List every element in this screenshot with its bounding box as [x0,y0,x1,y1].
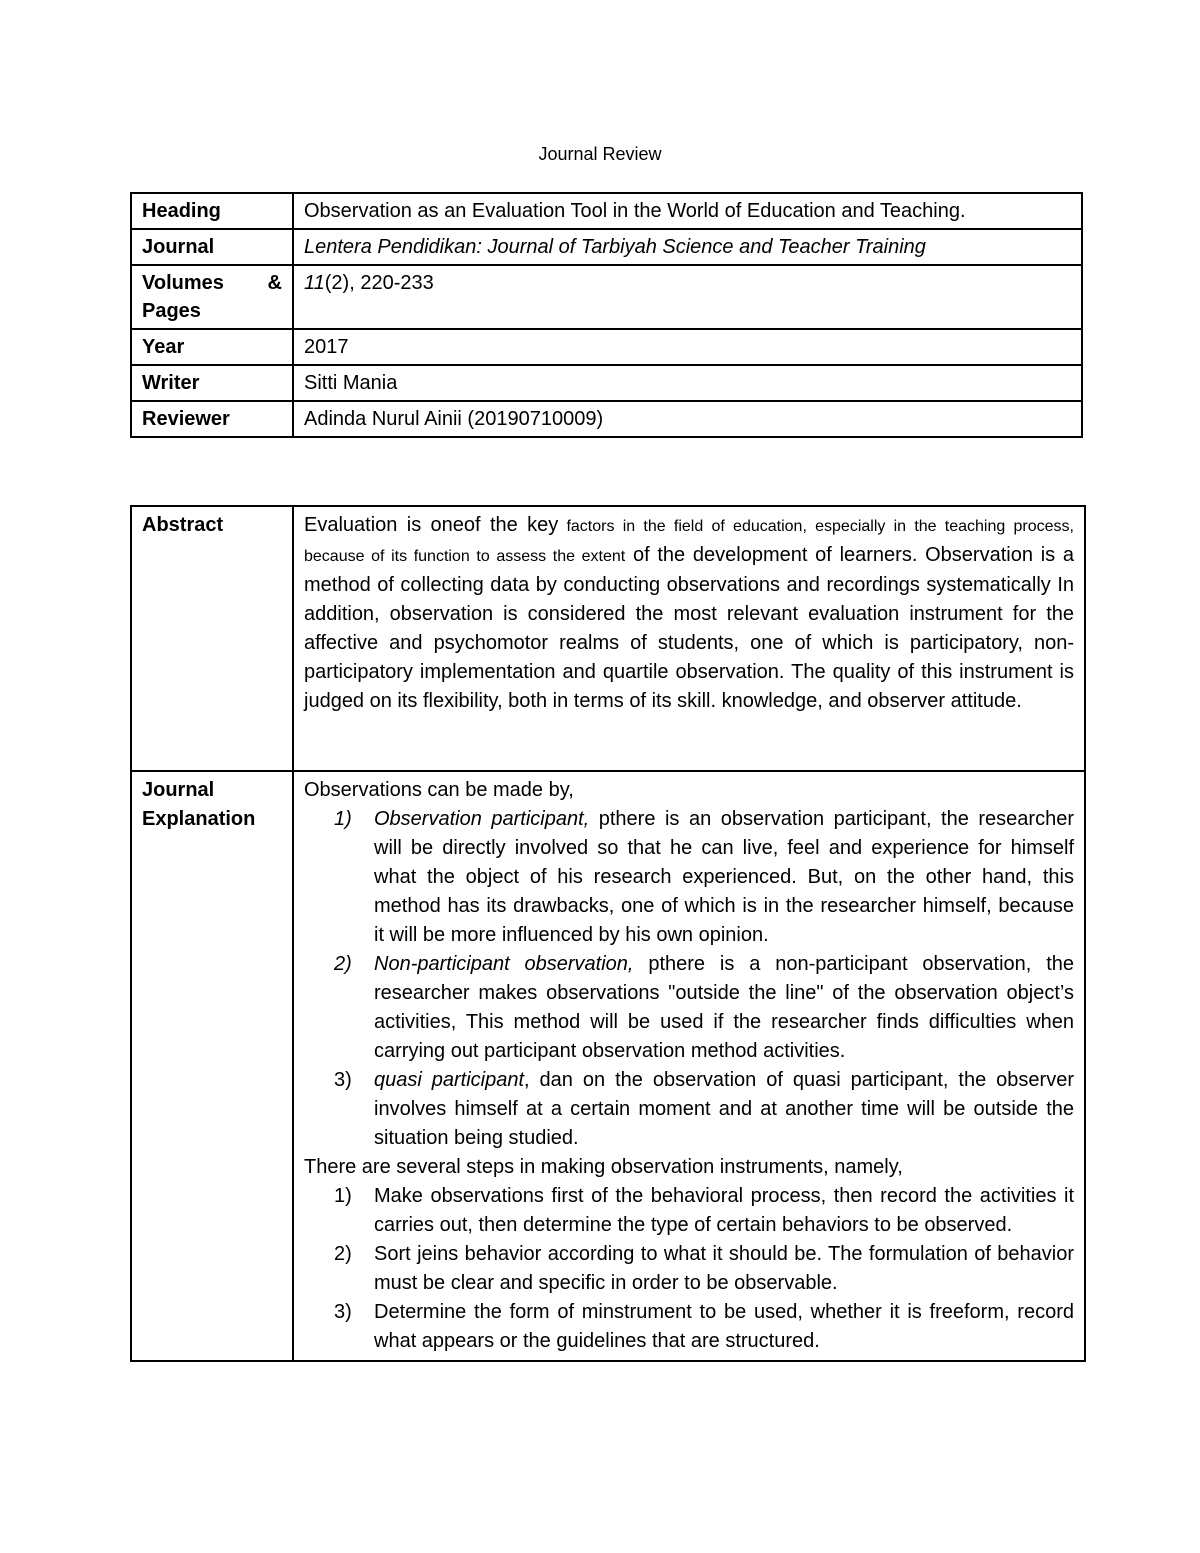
writer-value: Sitti Mania [293,365,1082,401]
list-text: Make observations first of the behavioral process, then record the activities it carries out, then determine the type of certain behaviors to be observed. [374,1185,1074,1236]
observation-types-list [304,805,1074,1153]
list-term: quasi participant [374,1069,525,1091]
list-number: 2) [334,1243,352,1265]
pages-label-word: Pages [142,300,201,322]
list-text: , dan on the observation of quasi participant, the observer involves himself at a certain moment and at another time will be outside the situation being studied. [374,1069,1074,1149]
list-number: 1) [334,1185,352,1207]
list-item [304,1066,1074,1153]
list-text: Sort jeins behavior according to what it should be. The formulation of behavior must be clear and specific in order to be observable. [374,1243,1074,1294]
list-text: pthere is an observation participant, the researcher will be directly involved so that he can live, feel and experience for himself what the object of his research experienced. But, on the other hand, this method has its drawbacks, one of which is in the researcher himself, because it will be more influenced by his own opinion. [374,808,1074,946]
year-label: Year [131,329,293,365]
list-item [304,1182,1074,1240]
abstract-part-2: factors in the field of education, especially in the teaching process, because of its function to assess the extent [304,518,1074,565]
list-number: 1) [334,808,352,830]
metadata-table [130,192,1083,438]
year-value: 2017 [293,329,1082,365]
list-term: Non-participant observation, [374,953,634,975]
volume-number: 11 [304,272,325,294]
table-row [131,401,1082,437]
table-row [131,229,1082,265]
explanation-label [131,771,293,1361]
table-row [131,506,1085,771]
issue-pages: (2), 220-233 [324,272,434,294]
reviewer-label: Reviewer [131,401,293,437]
explanation-intro: Observations can be made by, [304,779,574,801]
journal-value: Lentera Pendidikan: Journal of Tarbiyah Science and Teacher Training [293,229,1082,265]
reviewer-value: Adinda Nurul Ainii (20190710009) [293,401,1082,437]
table-row [131,771,1085,1361]
table-row [131,265,1082,329]
heading-label: Heading [131,193,293,229]
abstract-part-3: of the development of learners. Observation is a method of collecting data by conducting observations and recordings systematically In addition, observation is considered the most relevant evaluation instrument for the affective and psychomotor realms of students, one of which is participatory, non-participatory implementation and quartile observation. The quality of this instrument is judged on its flexibility, both in terms of its skill. knowledge, and observer attitude. [304,544,1074,712]
volumes-label-amp: & [267,272,282,294]
list-number: 3) [334,1301,352,1323]
volumes-value [293,265,1082,329]
list-number: 2) [334,953,352,975]
table-row [131,365,1082,401]
writer-label: Writer [131,365,293,401]
volumes-label-word: Volumes [142,272,224,294]
explanation-label-line-1: Journal [142,779,215,801]
heading-value: Observation as an Evaluation Tool in the World of Education and Teaching. [293,193,1082,229]
list-text: Determine the form of minstrument to be used, whether it is freeform, record what appears or the guidelines that are structured. [374,1301,1074,1352]
journal-label: Journal [131,229,293,265]
list-item [304,1240,1074,1298]
abstract-part-1: Evaluation is oneof the key [304,514,559,536]
page-title: Journal Review [538,144,662,164]
abstract-label: Abstract [131,506,293,771]
explanation-label-line-2: Explanation [142,808,256,830]
steps-intro: There are several steps in making observation instruments, namely, [304,1156,903,1178]
list-term: Observation participant, [374,808,590,830]
volumes-label [131,265,293,329]
abstract-text [293,506,1085,771]
explanation-content [293,771,1085,1361]
table-row [131,329,1082,365]
list-item [304,805,1074,950]
list-item [304,950,1074,1066]
list-number: 3) [334,1069,352,1091]
list-text: pthere is a non-participant observation, the researcher makes observations "outside the line" of the observation object’s activities, This method will be used if the researcher finds difficulties when carrying out participant observation method activities. [374,953,1074,1062]
steps-list [304,1182,1074,1356]
list-item [304,1298,1074,1356]
table-row [131,193,1082,229]
review-table [130,505,1086,1362]
